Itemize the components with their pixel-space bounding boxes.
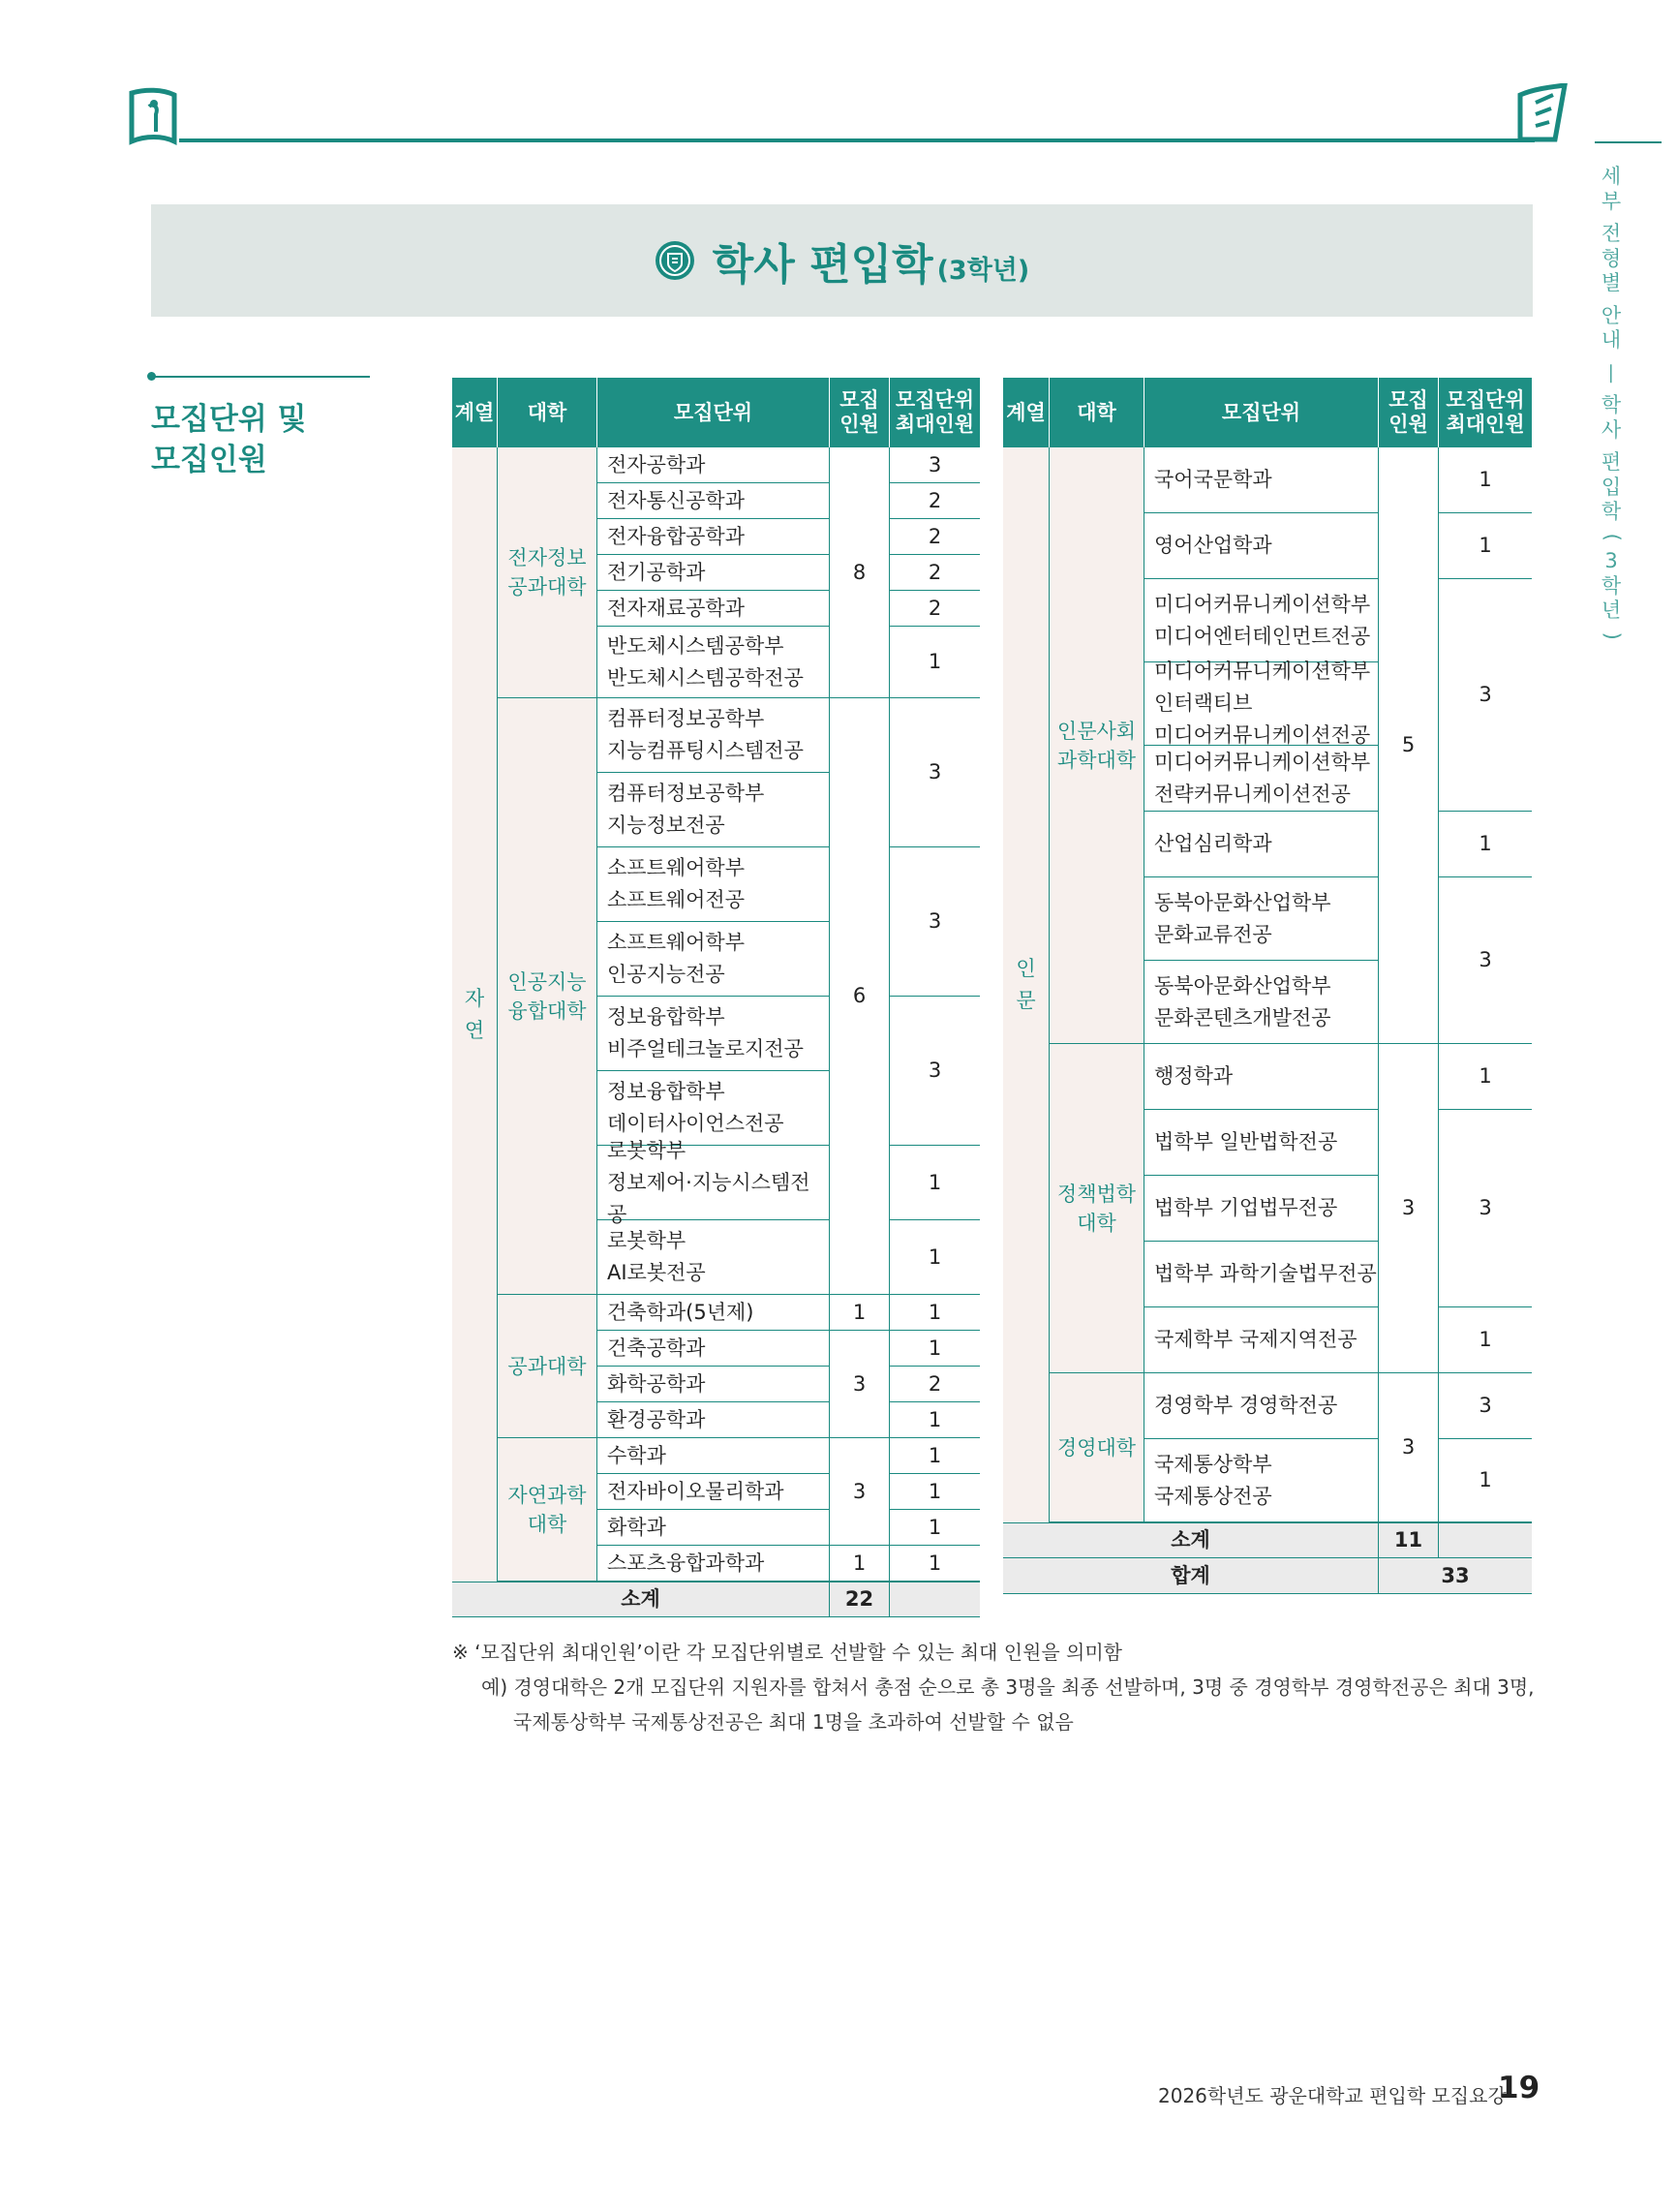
subtotal-value: 22 [830, 1582, 890, 1617]
quota-cell: 1 [830, 1295, 890, 1331]
unit-cell: 동북아문화산업학부 문화콘텐츠개발전공 [1144, 961, 1379, 1044]
section-rule [151, 376, 370, 378]
side-nav-char [1600, 385, 1623, 393]
college-cell: 정책법학 대학 [1050, 1044, 1144, 1373]
unit-cell: 컴퓨터정보공학부 지능정보전공 [597, 773, 830, 847]
header-field: 계열 [452, 378, 498, 447]
section-title-line1: 모집단위 및 [151, 402, 307, 437]
max-cell: 2 [890, 555, 980, 591]
unit-cell: 전자통신공학과 [597, 483, 830, 519]
side-nav-char: 년 [1601, 599, 1622, 622]
quota-cell: 6 [830, 698, 890, 1295]
unit-cell: 행정학과 [1144, 1044, 1379, 1110]
side-nav-char: 입 [1601, 475, 1622, 499]
title-band [151, 204, 1533, 317]
quota-cell: 3 [830, 1438, 890, 1546]
unit-cell: 정보융합학부 비주얼테크놀로지전공 [597, 997, 830, 1071]
unit-cell: 컴퓨터정보공학부 지능컴퓨팅시스템전공 [597, 698, 830, 773]
subtotal-label: 소계 [1003, 1522, 1379, 1558]
right-table [1003, 378, 1532, 1594]
max-cell: 3 [1439, 1110, 1532, 1307]
field-cell: 인 문 [1003, 447, 1050, 1522]
side-nav-char: 부 [1601, 189, 1622, 213]
unit-cell: 소프트웨어학부 인공지능전공 [597, 922, 830, 997]
page-subtitle: (3학년) [936, 255, 1030, 286]
section-title-line2: 모집인원 [151, 443, 267, 477]
page-title: 학사 편입학 [712, 240, 933, 290]
unit-cell: 미디어커뮤니케이션학부 미디어엔터테인먼트전공 [1144, 579, 1379, 662]
unit-cell: 법학부 일반법학전공 [1144, 1110, 1379, 1176]
max-cell: 1 [890, 1295, 980, 1331]
unit-cell: 국어국문학과 [1144, 447, 1379, 513]
quota-cell: 5 [1379, 447, 1439, 1044]
max-cell: 1 [890, 1402, 980, 1438]
college-cell: 자연과학 대학 [498, 1438, 597, 1582]
unit-cell: 영어산업학과 [1144, 513, 1379, 579]
side-nav-char: 세 [1601, 165, 1622, 188]
max-cell: 3 [890, 997, 980, 1146]
header-max: 모집단위 최대인원 [1439, 378, 1532, 447]
college-cell: 공과대학 [498, 1295, 597, 1438]
unit-cell: 소프트웨어학부 소프트웨어전공 [597, 847, 830, 922]
note-example-cont: 국제통상학부 국제통상전공은 최대 1명을 초과하여 선발할 수 없음 [513, 1710, 1074, 1734]
subtotal-empty [1439, 1522, 1532, 1558]
college-cell: 인공지능 융합대학 [498, 698, 597, 1295]
quota-cell: 1 [830, 1546, 890, 1582]
unit-cell: 환경공학과 [597, 1402, 830, 1438]
college-cell: 인문사회 과학대학 [1050, 447, 1144, 1044]
side-nav-char: 형 [1601, 246, 1622, 270]
side-nav-char [1600, 214, 1623, 222]
section-title [151, 399, 307, 480]
max-cell: 2 [890, 519, 980, 555]
side-nav-char: ) [1600, 631, 1624, 640]
subtotal-empty [890, 1582, 980, 1617]
max-cell: 1 [890, 1510, 980, 1546]
side-nav-char: 안 [1601, 303, 1622, 327]
max-cell: 1 [890, 1146, 980, 1220]
unit-cell: 로봇학부 정보제어·지능시스템전공 [597, 1146, 830, 1220]
header-field: 계열 [1003, 378, 1050, 447]
max-cell: 1 [890, 1220, 980, 1295]
unit-cell: 동북아문화산업학부 문화교류전공 [1144, 877, 1379, 961]
side-navigation-label [1600, 165, 1623, 648]
side-nav-char [1600, 443, 1623, 450]
unit-cell: 전자융합공학과 [597, 519, 830, 555]
max-cell: 2 [890, 483, 980, 519]
max-cell: 1 [1439, 513, 1532, 579]
unit-cell: 국제학부 국제지역전공 [1144, 1307, 1379, 1373]
max-cell: 1 [890, 1438, 980, 1474]
max-cell: 1 [1439, 1044, 1532, 1110]
max-cell: 3 [890, 447, 980, 483]
note-example: 예) 경영대학은 2개 모집단위 지원자를 합쳐서 총점 순으로 총 3명을 최종 선발하며, 3명 중 경영학부 경영학전공은 최대 3명, [481, 1675, 1535, 1699]
footer-text: 2026학년도 광운대학교 편입학 모집요강 [1158, 2084, 1507, 2107]
unit-cell: 국제통상학부 국제통상전공 [1144, 1439, 1379, 1522]
section-dot [147, 372, 156, 381]
header-rule [179, 138, 1535, 142]
unit-cell: 전자재료공학과 [597, 591, 830, 627]
max-cell: 1 [890, 1331, 980, 1367]
header-quota: 모집 인원 [830, 378, 890, 447]
side-nav-char: 편 [1601, 450, 1622, 474]
max-cell: 3 [1439, 1373, 1532, 1439]
side-nav-char: 내 [1601, 328, 1622, 352]
side-nav-char: 전 [1601, 222, 1622, 245]
max-cell: 3 [890, 698, 980, 847]
unit-cell: 경영학부 경영학전공 [1144, 1373, 1379, 1439]
unit-cell: 건축공학과 [597, 1331, 830, 1367]
max-cell: 3 [890, 847, 980, 997]
subtotal-value: 11 [1379, 1522, 1439, 1558]
unit-cell: 화학공학과 [597, 1367, 830, 1402]
side-rule [1595, 141, 1662, 143]
max-cell: 3 [1439, 877, 1532, 1044]
unit-cell: 전기공학과 [597, 555, 830, 591]
header-quota: 모집 인원 [1379, 378, 1439, 447]
quota-cell: 3 [1379, 1044, 1439, 1373]
side-nav-char [1600, 353, 1623, 361]
unit-cell: 미디어커뮤니케이션학부 전략커뮤니케이션전공 [1144, 746, 1379, 812]
subtotal-label: 소계 [452, 1582, 830, 1617]
total-value: 33 [1379, 1558, 1532, 1594]
max-cell: 1 [890, 627, 980, 698]
max-cell: 1 [1439, 1439, 1532, 1522]
side-nav-char: — [1600, 362, 1624, 384]
unit-cell: 수학과 [597, 1438, 830, 1474]
header-unit: 모집단위 [1144, 378, 1379, 447]
quota-cell: 3 [830, 1331, 890, 1438]
max-cell: 1 [890, 1546, 980, 1582]
side-nav-char [1600, 296, 1623, 304]
quota-cell: 3 [1379, 1373, 1439, 1522]
header-college: 대학 [498, 378, 597, 447]
side-nav-char: 학 [1601, 573, 1622, 598]
college-cell: 경영대학 [1050, 1373, 1144, 1522]
max-cell: 1 [1439, 812, 1532, 877]
max-cell: 2 [890, 591, 980, 627]
header-college: 대학 [1050, 378, 1144, 447]
max-cell: 1 [890, 1474, 980, 1510]
header-unit: 모집단위 [597, 378, 830, 447]
unit-cell: 산업심리학과 [1144, 812, 1379, 877]
unit-cell: 법학부 기업법무전공 [1144, 1176, 1379, 1242]
unit-cell: 정보융합학부 데이터사이언스전공 [597, 1071, 830, 1146]
side-nav-char: 학 [1601, 393, 1622, 416]
unit-cell: 미디어커뮤니케이션학부 인터랙티브 미디어커뮤니케이션전공 [1144, 662, 1379, 746]
page-number: 19 [1498, 2071, 1541, 2105]
right-page-logo-icon [1510, 83, 1574, 145]
unit-cell: 전자공학과 [597, 447, 830, 483]
unit-cell: 건축학과(5년제) [597, 1295, 830, 1331]
unit-cell: 법학부 과학기술법무전공 [1144, 1242, 1379, 1307]
side-nav-char: 사 [1601, 417, 1622, 442]
unit-cell: 로봇학부 AI로봇전공 [597, 1220, 830, 1295]
total-label: 합계 [1003, 1558, 1379, 1594]
max-cell: 3 [1439, 579, 1532, 812]
side-nav-char: 별 [1601, 271, 1622, 294]
unit-cell: 전자바이오물리학과 [597, 1474, 830, 1510]
note-definition: ※ ‘모집단위 최대인원’이란 각 모집단위별로 선발할 수 있는 최대 인원을 의미함 [452, 1641, 1122, 1664]
side-nav-char: 3 [1604, 549, 1618, 572]
university-emblem-icon [655, 240, 695, 281]
max-cell: 1 [1439, 447, 1532, 513]
unit-cell: 스포츠융합과학과 [597, 1546, 830, 1582]
max-cell: 1 [1439, 1307, 1532, 1373]
quota-cell: 8 [830, 447, 890, 698]
max-cell: 2 [890, 1367, 980, 1402]
header-max: 모집단위 최대인원 [890, 378, 980, 447]
left-table [452, 378, 980, 1617]
unit-cell: 반도체시스템공학부 반도체시스템공학전공 [597, 627, 830, 698]
field-cell: 자 연 [452, 447, 498, 1582]
side-nav-char: 학 [1601, 500, 1622, 523]
college-cell: 전자정보 공과대학 [498, 447, 597, 698]
side-nav-char: ( [1600, 533, 1624, 541]
unit-cell: 화학과 [597, 1510, 830, 1546]
